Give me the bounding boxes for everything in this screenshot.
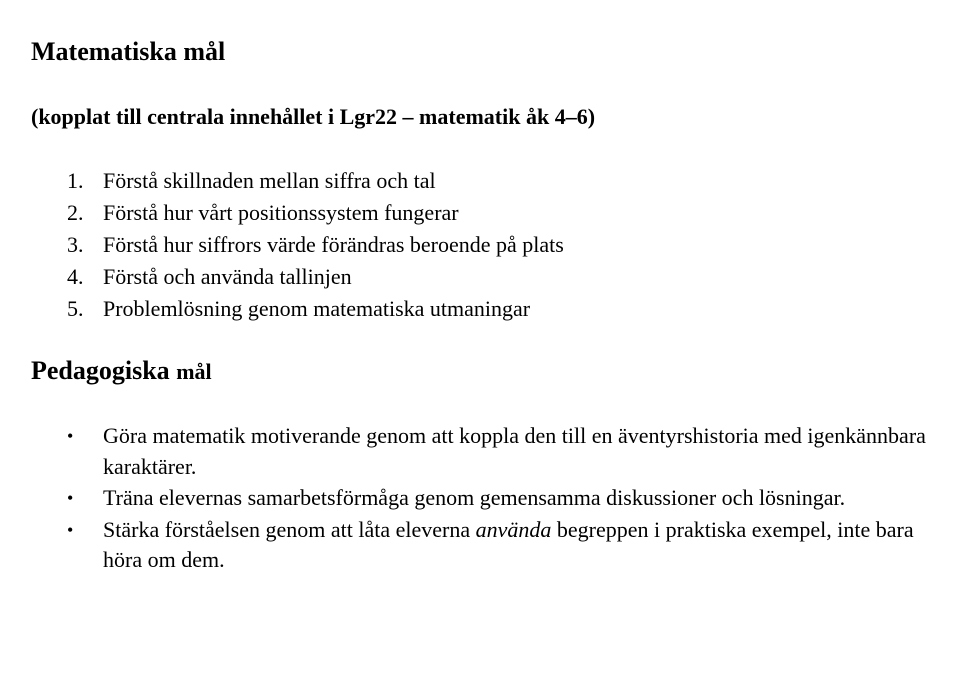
math-goals-heading: Matematiska mål bbox=[31, 37, 226, 66]
list-item bbox=[31, 261, 564, 293]
list-item-text-after: begreppen i praktiska exempel, inte bara höra om dem. bbox=[103, 516, 914, 572]
list-item bbox=[31, 197, 564, 229]
curriculum-subheading: (kopplat till centrala innehållet i Lgr22 – matematik åk 4–6) bbox=[31, 104, 596, 129]
list-item bbox=[31, 421, 941, 482]
list-item-text: Problemlösning genom matematiska utmaningar bbox=[103, 296, 531, 321]
list-item bbox=[31, 293, 564, 325]
heading-small-text: mål bbox=[176, 359, 212, 384]
pedagogical-goals-heading bbox=[31, 355, 212, 388]
list-number: 1. bbox=[67, 168, 84, 193]
list-item-text-before: Stärka förståelsen genom att låta eleverna bbox=[103, 516, 476, 542]
list-number: 2. bbox=[67, 200, 84, 225]
list-item-text: Förstå hur vårt positionssystem fungerar bbox=[103, 200, 459, 225]
list-number: 3. bbox=[67, 232, 84, 257]
pedagogical-goals-list bbox=[31, 421, 941, 577]
list-item bbox=[31, 229, 564, 261]
list-item-text: Träna elevernas samarbetsförmåga genom gemensamma diskussioner och lösningar. bbox=[103, 485, 846, 510]
bullet-icon: • bbox=[67, 519, 74, 540]
emphasized-word: använda bbox=[475, 516, 552, 542]
list-item bbox=[31, 165, 564, 197]
list-item-text: Göra matematik motiverande genom att koppla den till en äventyrshistoria med igenkännbara karaktärer. bbox=[103, 423, 926, 479]
list-item bbox=[31, 515, 941, 576]
list-number: 5. bbox=[67, 296, 84, 321]
list-item bbox=[31, 483, 941, 514]
bullet-icon: • bbox=[67, 426, 74, 446]
list-item-text: Förstå skillnaden mellan siffra och tal bbox=[103, 168, 436, 193]
list-number: 4. bbox=[67, 264, 84, 289]
bullet-icon: • bbox=[67, 488, 74, 508]
list-item-text: Förstå hur siffrors värde förändras beroende på plats bbox=[103, 232, 564, 257]
heading-main-text: Pedagogiska bbox=[31, 356, 170, 385]
math-goals-list bbox=[31, 165, 564, 325]
list-item-text: Förstå och använda tallinjen bbox=[103, 264, 352, 289]
